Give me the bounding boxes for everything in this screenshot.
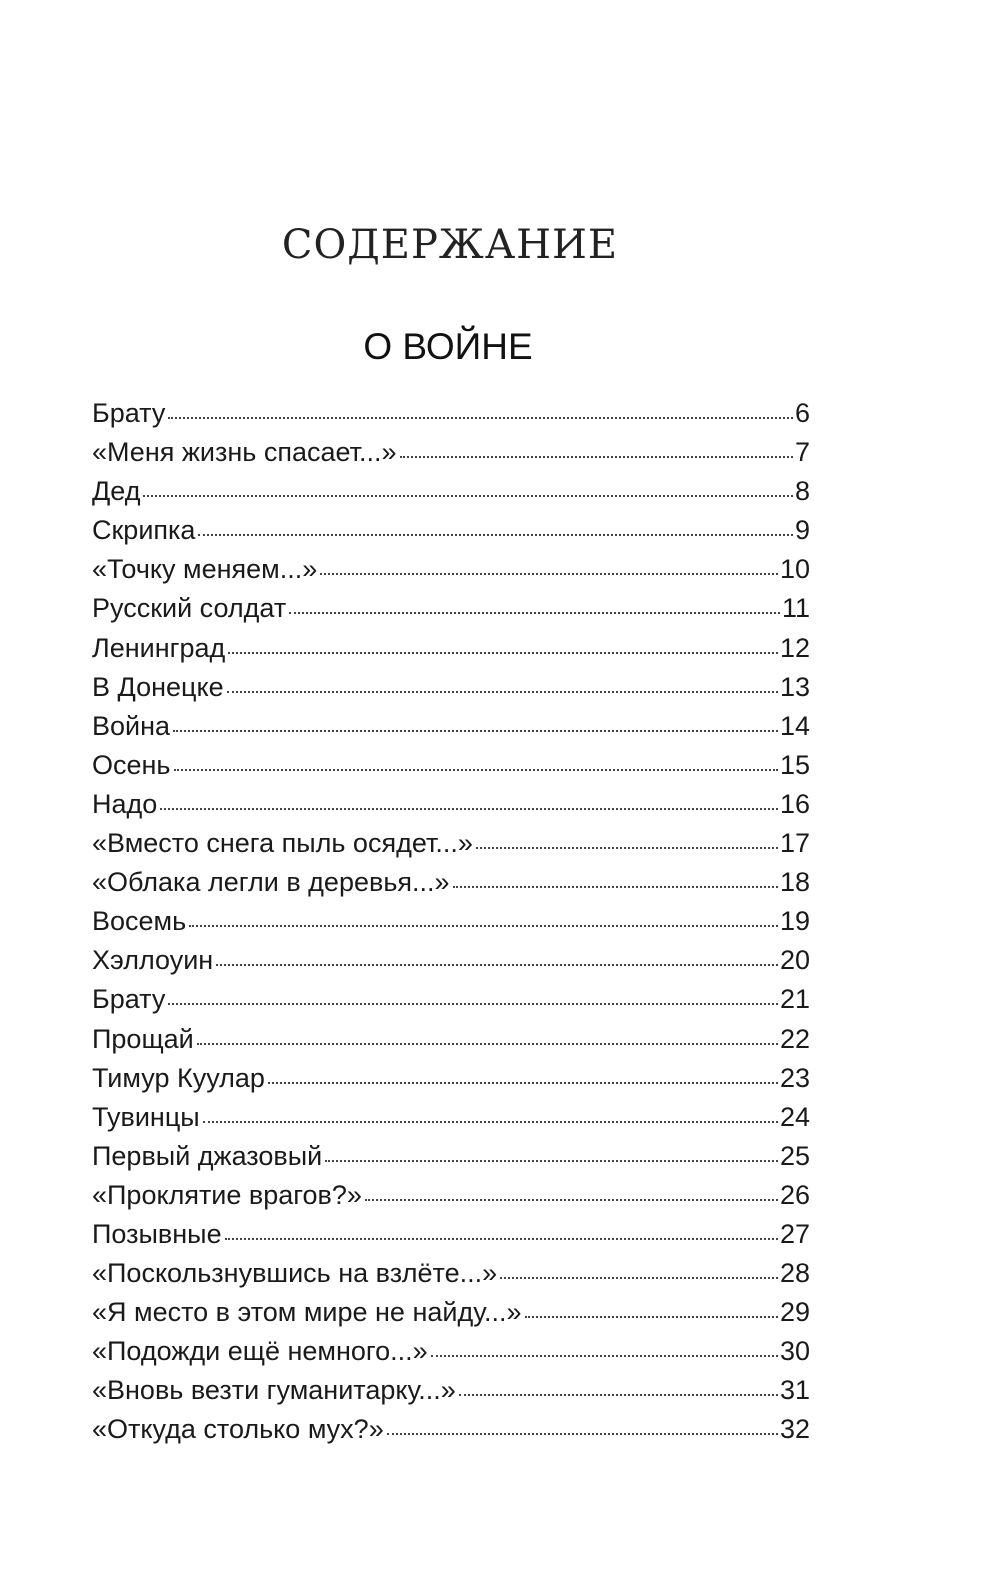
toc-entry-title: «Подожди ещё немного...»: [92, 1336, 428, 1367]
toc-entry-title: Скрипка: [92, 515, 196, 546]
toc-entry-title: Хэллоуин: [92, 945, 214, 976]
toc-entry[interactable]: [92, 1219, 810, 1258]
toc-entry-page-number: 12: [779, 632, 810, 663]
toc-entry-title: Прощай: [92, 1023, 194, 1054]
toc-entry[interactable]: [92, 1180, 810, 1219]
toc-entry[interactable]: [92, 1375, 810, 1414]
toc-entry-page-number: 16: [779, 788, 810, 819]
toc-entry-page-number: 10: [779, 554, 810, 585]
dot-leader: [525, 1316, 778, 1318]
toc-entry-title: «Облака легли в деревья...»: [92, 867, 450, 898]
toc-entry[interactable]: [92, 711, 810, 750]
toc-entry[interactable]: [92, 1258, 810, 1297]
toc-entry-title: Тувинцы: [92, 1101, 200, 1132]
dot-leader: [289, 612, 780, 614]
toc-entry[interactable]: [92, 515, 810, 554]
toc-entry-page-number: 26: [779, 1179, 810, 1210]
toc-entry-page-number: 29: [779, 1297, 810, 1328]
toc-entry[interactable]: [92, 867, 810, 906]
toc-entry[interactable]: [92, 1141, 810, 1180]
toc-entry-page-number: 8: [794, 476, 810, 507]
dot-leader: [173, 730, 778, 732]
toc-entry-title: «Проклятие врагов?»: [92, 1179, 362, 1210]
toc-entry[interactable]: [92, 1297, 810, 1336]
dot-leader: [174, 769, 778, 771]
toc-entry-page-number: 18: [779, 867, 810, 898]
dot-leader: [459, 1394, 778, 1396]
toc-entry-title: «Вновь везти гуманитарку...»: [92, 1375, 456, 1406]
toc-entry-title: Война: [92, 710, 171, 741]
dot-leader: [168, 1003, 778, 1005]
toc-entry[interactable]: [92, 945, 810, 984]
toc-entry-page-number: 21: [779, 984, 810, 1015]
toc-entry[interactable]: [92, 476, 810, 515]
toc-entry-title: Тимур Куулар: [92, 1062, 265, 1093]
dot-leader: [325, 1160, 778, 1162]
toc-entry-page-number: 14: [779, 710, 810, 741]
toc-entry-page-number: 27: [779, 1218, 810, 1249]
toc-entry[interactable]: [92, 750, 810, 789]
toc-entry-page-number: 28: [779, 1258, 810, 1289]
toc-entry[interactable]: [92, 554, 810, 593]
page-title: СОДЕРЖАНИЕ: [281, 222, 619, 268]
toc-entry-page-number: 13: [779, 671, 810, 702]
dot-leader: [500, 1277, 778, 1279]
toc-entry[interactable]: [92, 437, 810, 476]
toc-entry-title: Ленинград: [92, 632, 226, 663]
section-title: О ВОЙНЕ: [363, 326, 533, 367]
toc-entry[interactable]: [92, 906, 810, 945]
toc-entry-page-number: 17: [779, 828, 810, 859]
toc-entry-page-number: 25: [779, 1140, 810, 1171]
dot-leader: [189, 925, 778, 927]
dot-leader: [431, 1355, 778, 1357]
dot-leader: [476, 847, 778, 849]
toc-entry-page-number: 7: [794, 437, 810, 468]
toc-entry-title: Русский солдат: [92, 593, 287, 624]
dot-leader: [320, 573, 778, 575]
toc-entry-title: Позывные: [92, 1218, 222, 1249]
dot-leader: [225, 1238, 778, 1240]
dot-leader: [400, 456, 793, 458]
toc-entry-page-number: 9: [794, 515, 810, 546]
toc-entry[interactable]: [92, 1336, 810, 1375]
toc-entry-title: Первый джазовый: [92, 1140, 323, 1171]
table-of-contents: [92, 398, 810, 1454]
toc-entry-page-number: 15: [779, 749, 810, 780]
toc-entry-page-number: 30: [779, 1336, 810, 1367]
toc-entry-page-number: 31: [779, 1375, 810, 1406]
toc-entry-title: Осень: [92, 749, 171, 780]
toc-entry-title: Дед: [92, 476, 141, 507]
toc-entry-title: Восемь: [92, 906, 187, 937]
toc-entry-title: «Поскользнувшись на взлёте...»: [92, 1258, 498, 1289]
dot-leader: [453, 886, 778, 888]
dot-leader: [203, 1121, 778, 1123]
toc-entry[interactable]: [92, 1063, 810, 1102]
toc-entry-title: Брату: [92, 984, 166, 1015]
dot-leader: [365, 1199, 778, 1201]
toc-entry-title: В Донецке: [92, 671, 224, 702]
toc-entry-title: «Я место в этом мире не найду...»: [92, 1297, 522, 1328]
toc-entry-page-number: 20: [779, 945, 810, 976]
toc-entry[interactable]: [92, 1414, 810, 1453]
toc-entry[interactable]: [92, 633, 810, 672]
toc-entry[interactable]: [92, 672, 810, 711]
toc-entry[interactable]: [92, 789, 810, 828]
toc-entry-page-number: 11: [781, 593, 810, 624]
dot-leader: [168, 417, 793, 419]
toc-entry-page-number: 22: [779, 1023, 810, 1054]
toc-entry-title: «Вместо снега пыль осядет...»: [92, 828, 473, 859]
toc-entry-title: «Точку меняем...»: [92, 554, 318, 585]
toc-entry[interactable]: [92, 398, 810, 437]
dot-leader: [198, 534, 793, 536]
dot-leader: [197, 1043, 778, 1045]
toc-entry-page-number: 24: [779, 1101, 810, 1132]
toc-entry[interactable]: [92, 1102, 810, 1141]
toc-entry-page-number: 23: [779, 1062, 810, 1093]
toc-entry-page-number: 32: [779, 1414, 810, 1445]
dot-leader: [143, 495, 793, 497]
toc-entry[interactable]: [92, 593, 810, 632]
toc-entry-title: «Откуда столько мух?»: [92, 1414, 384, 1445]
toc-entry-title: «Меня жизнь спасает...»: [92, 437, 397, 468]
dot-leader: [216, 964, 778, 966]
toc-entry-page-number: 19: [779, 906, 810, 937]
dot-leader: [228, 652, 778, 654]
dot-leader: [268, 1082, 778, 1084]
dot-leader: [160, 808, 778, 810]
dot-leader: [227, 691, 778, 693]
toc-entry[interactable]: [92, 984, 810, 1023]
toc-entry-title: Брату: [92, 398, 166, 428]
toc-entry-page-number: 6: [794, 398, 810, 428]
toc-entry-title: Надо: [92, 788, 158, 819]
toc-entry[interactable]: [92, 1024, 810, 1063]
toc-entry[interactable]: [92, 828, 810, 867]
dot-leader: [387, 1433, 778, 1435]
